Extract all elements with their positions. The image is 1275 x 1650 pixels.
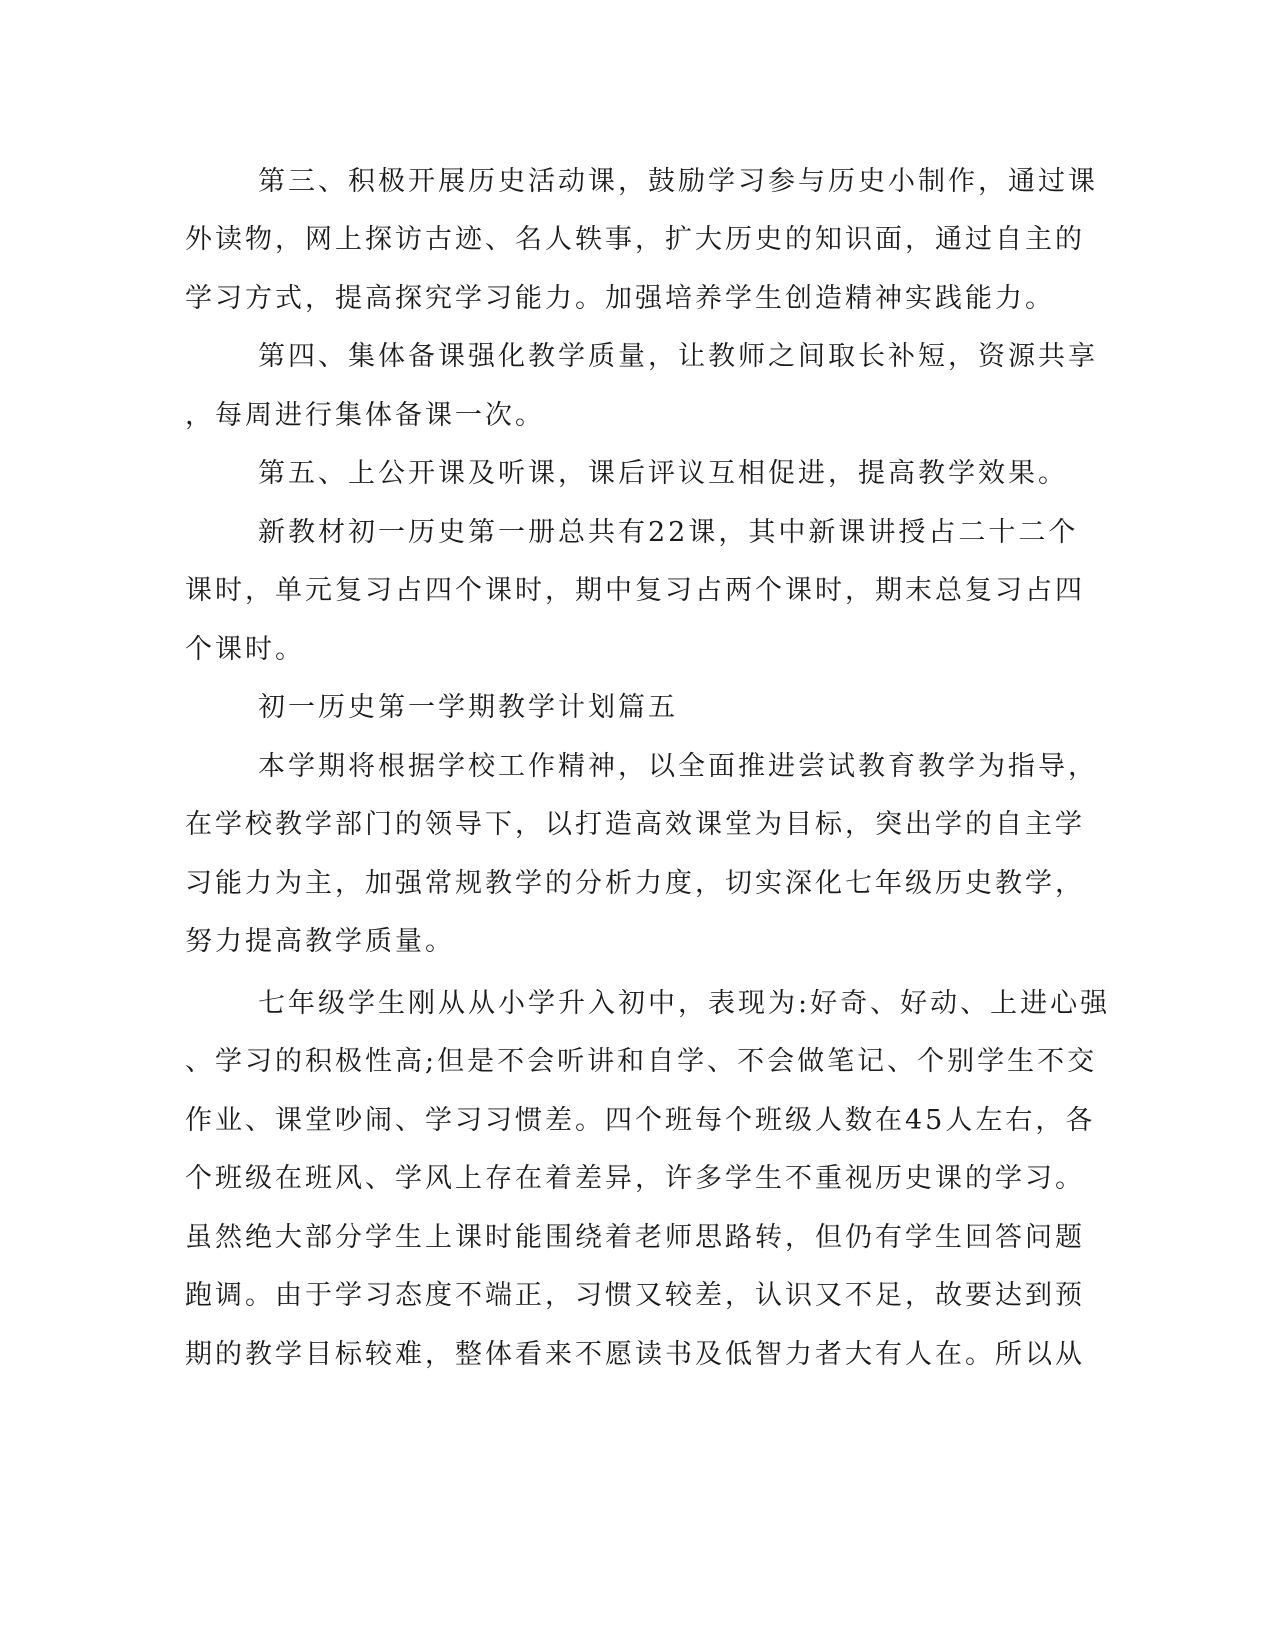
paragraph-line: 、学习的积极性高;但是不会听讲和自学、不会做笔记、个别学生不交 <box>185 1046 1098 1077</box>
paragraph-line: 个班级在班风、学风上存在着差异，许多学生不重视历史课的学习。 <box>185 1163 1085 1194</box>
paragraph-line: 学习方式，提高探究学习能力。加强培养学生创造精神实践能力。 <box>185 283 1055 314</box>
paragraph-line: 习能力为主，加强常规教学的分析力度，切实深化七年级历史教学， <box>185 868 1085 899</box>
paragraph-line: 努力提高教学质量。 <box>185 926 455 957</box>
paragraph-line: 在学校教学部门的领导下，以打造高效课堂为目标，突出学的自主学 <box>185 809 1085 840</box>
paragraph-line: 本学期将根据学校工作精神，以全面推进尝试教育教学为指导， <box>258 751 1098 782</box>
paragraph-line: 第五、上公开课及听课，课后评议互相促进，提高教学效果。 <box>258 458 1068 489</box>
paragraph-line: 第四、集体备课强化教学质量，让教师之间取长补短，资源共享 <box>258 341 1098 372</box>
paragraph-line: 个课时。 <box>185 634 305 665</box>
paragraph-line: 课时，单元复习占四个课时，期中复习占两个课时，期末总复习占四 <box>185 575 1085 606</box>
paragraph-line: ，每周进行集体备课一次。 <box>185 400 545 431</box>
paragraph-line: 虽然绝大部分学生上课时能围绕着老师思路转，但仍有学生回答问题 <box>185 1222 1085 1253</box>
paragraph-line: 作业、课堂吵闹、学习习惯差。四个班每个班级人数在45人左右，各 <box>185 1105 1096 1136</box>
paragraph-line: 期的教学目标较难，整体看来不愿读书及低智力者大有人在。所以从 <box>185 1339 1085 1370</box>
paragraph-line: 七年级学生刚从从小学升入初中，表现为:好奇、好动、上进心强 <box>258 988 1111 1019</box>
paragraph-line: 第三、积极开展历史活动课，鼓励学习参与历史小制作，通过课 <box>258 166 1098 197</box>
paragraph-line: 新教材初一历史第一册总共有22课，其中新课讲授占二十二个 <box>258 517 1079 548</box>
paragraph-line: 外读物，网上探访古迹、名人轶事，扩大历史的知识面，通过自主的 <box>185 224 1085 255</box>
paragraph-line: 跑调。由于学习态度不端正，习惯又较差，认识又不足，故要达到预 <box>185 1280 1085 1311</box>
section-heading: 初一历史第一学期教学计划篇五 <box>258 692 678 723</box>
